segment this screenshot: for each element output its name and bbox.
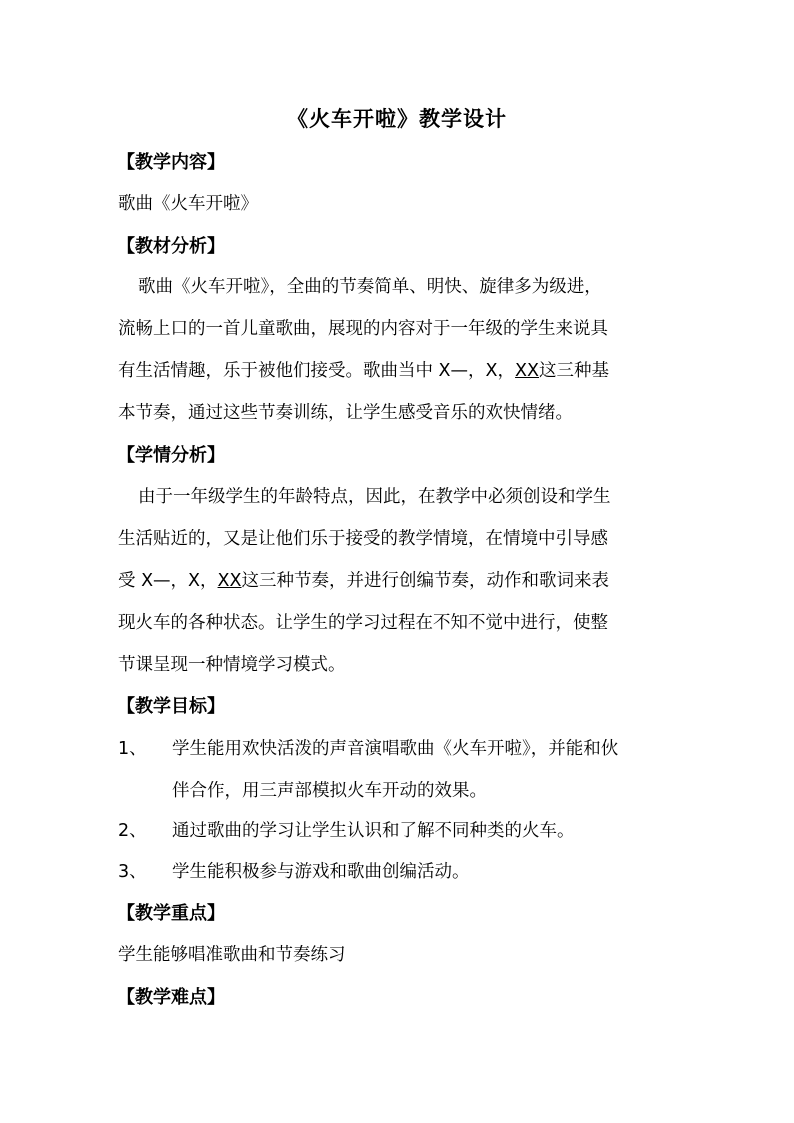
rhythm-xx-underlined: XX [515, 361, 540, 381]
material-line-3-text: 有生活情趣，乐于被他们接受。歌曲当中 X—，X， [118, 361, 516, 381]
students-line-4: 现火车的各种状态。让学生的学习过程在不知不觉中进行，使整 [118, 613, 608, 633]
material-line-1: 歌曲《火车开啦》，全曲的节奏简单、明快、旋律多为级进， [138, 277, 602, 297]
document-title: 《火车开啦》教学设计 [287, 107, 507, 131]
material-line-2: 流畅上口的一首儿童歌曲，展现的内容对于一年级的学生来说具 [118, 319, 608, 339]
material-line-4: 本节奏，通过这些节奏训练，让学生感受音乐的欢快情绪。 [118, 403, 573, 423]
section-heading-goals: 【教学目标】 [117, 696, 225, 717]
section-heading-difficulty: 【教学难点】 [117, 987, 225, 1008]
students-line-5: 节课呈现一种情境学习模式。 [118, 655, 346, 675]
section-heading-key: 【教学重点】 [117, 903, 225, 924]
students-line-1: 由于一年级学生的年龄特点，因此，在教学中必须创设和学生 [138, 487, 611, 507]
goal-2-line-1: 通过歌曲的学习让学生认识和了解不同种类的火车。 [172, 821, 575, 841]
material-line-3 [118, 357, 609, 382]
material-line-3-tail: 这三种基 [539, 361, 610, 381]
rhythm-xx-underlined: XX [217, 571, 242, 591]
students-line-3-tail: 这三种节奏，并进行创编节奏，动作和歌词来表 [241, 571, 610, 591]
section-heading-content: 【教学内容】 [117, 152, 225, 173]
students-line-2: 生活贴近的，又是让他们乐于接受的教学情境，在情境中引导感 [118, 529, 608, 549]
goal-3-line-1: 学生能积极参与游戏和歌曲创编活动。 [172, 862, 470, 882]
content-text: 歌曲《火车开啦》 [118, 194, 258, 214]
goal-3-number: 3、 [118, 862, 147, 882]
key-text: 学生能够唱准歌曲和节奏练习 [118, 945, 346, 965]
section-heading-students: 【学情分析】 [117, 445, 225, 466]
students-line-3 [118, 567, 609, 592]
section-heading-material: 【教材分析】 [117, 236, 225, 257]
students-line-3-text: 受 X—，X， [118, 571, 218, 591]
goal-1-line-1: 学生能用欢快活泼的声音演唱歌曲《火车开啦》，并能和伙 [172, 739, 619, 759]
goal-2-number: 2、 [118, 821, 147, 841]
goal-1-line-2: 伴合作，用三声部模拟火车开动的效果。 [172, 781, 487, 801]
goal-1-number: 1、 [118, 739, 147, 759]
